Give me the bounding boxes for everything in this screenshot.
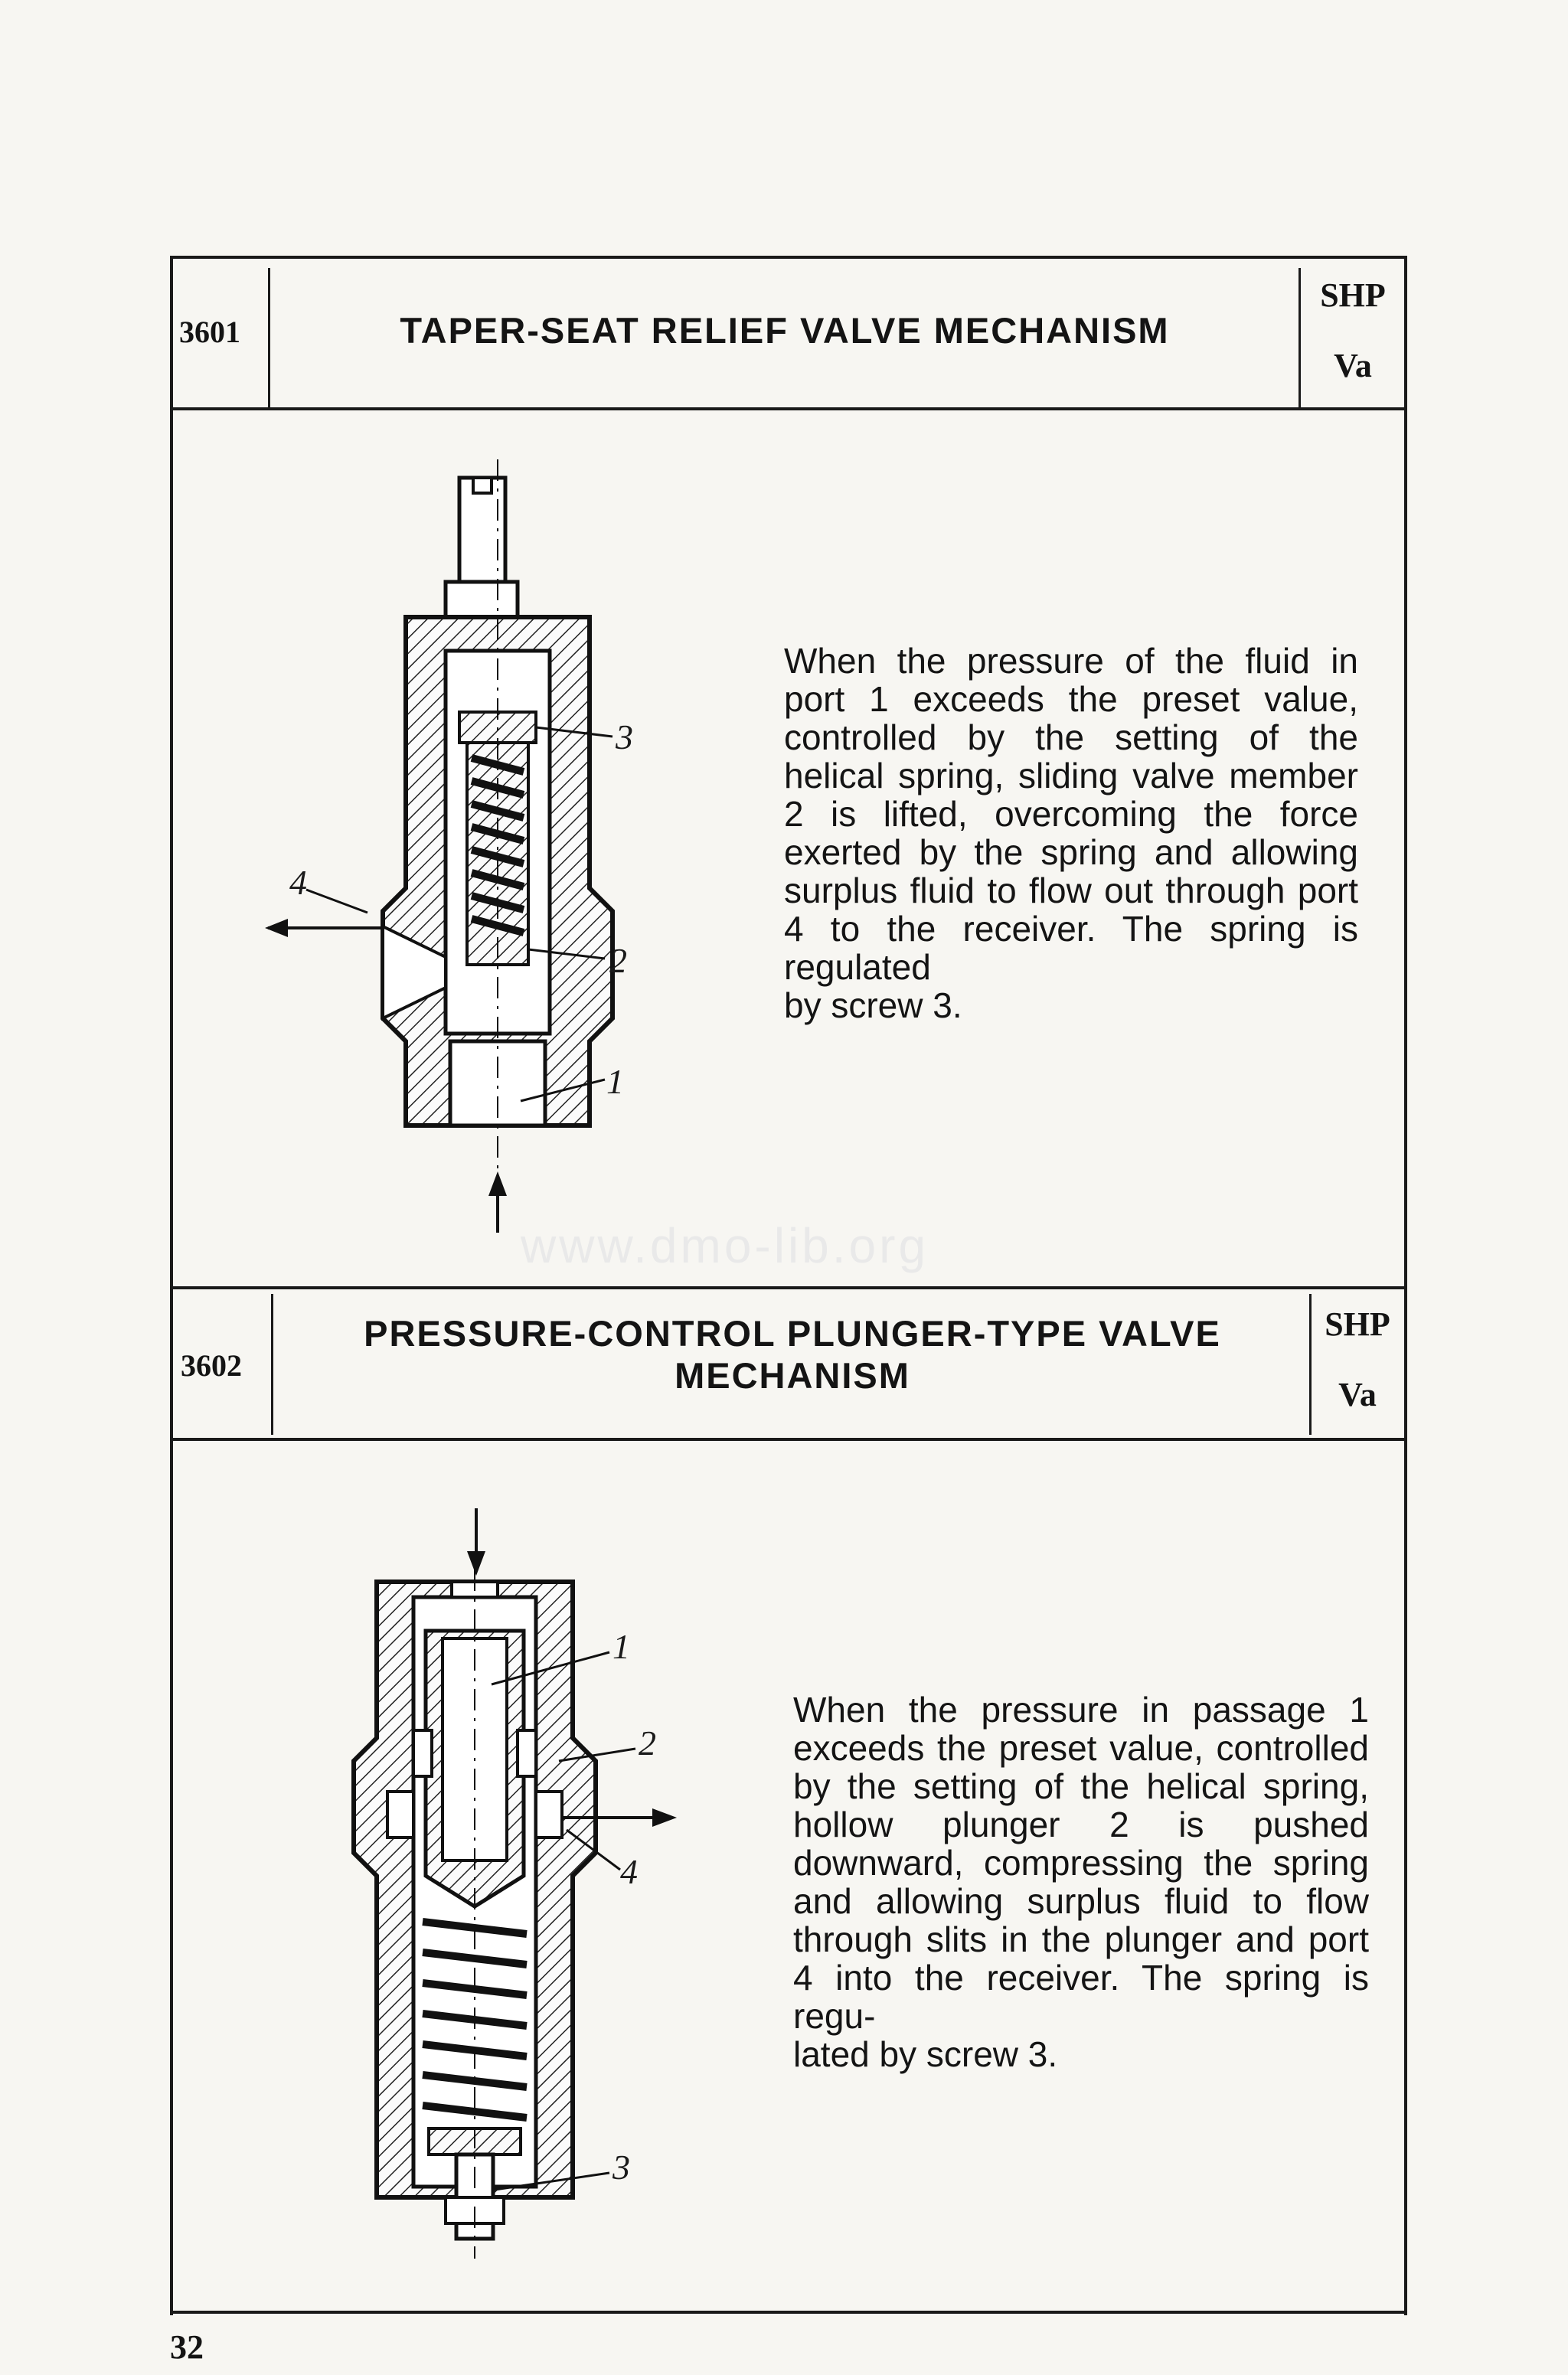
description-text: When the pressure in passage 1 exceeds the preset value, controlled by the setting of the helical spring, hollow plunger 2 is pushed downward, compressing the spring and allowing surplus fluid to flow through slits in the plunger and port 4 into the receiver. The spring is regu- — [793, 1690, 1369, 2036]
header1-left-divider — [268, 268, 270, 409]
entry-title — [283, 309, 1286, 351]
frame-top-border — [170, 256, 1407, 259]
entry-description — [784, 642, 1358, 1024]
entry-title-line: MECHANISM — [675, 1355, 910, 1397]
frame-right-border — [1404, 256, 1407, 2315]
part-label-4: 4 — [289, 863, 307, 902]
entry-title — [283, 1312, 1302, 1397]
plunger-valve-diagram — [314, 1493, 804, 2266]
part-label-1: 1 — [606, 1062, 624, 1101]
part-label-3: 3 — [616, 717, 633, 756]
entry-number: 3601 — [179, 315, 240, 349]
frame-bottom-border — [170, 2311, 1407, 2314]
frame-left-border — [170, 256, 173, 2315]
category-code-bottom: Va — [1338, 1376, 1377, 1413]
header2-bottom-rule — [170, 1438, 1407, 1441]
part-label-4: 4 — [620, 1852, 638, 1891]
entry-number: 3602 — [181, 1348, 242, 1383]
entry-title-line: TAPER-SEAT RELIEF VALVE MECHANISM — [400, 310, 1170, 351]
part-label-3: 3 — [612, 2148, 630, 2187]
entry-title-line: PRESSURE-CONTROL PLUNGER-TYPE VALVE — [364, 1313, 1221, 1354]
description-last-line: lated by screw 3. — [793, 2034, 1058, 2074]
category-code-top: SHP — [1325, 1305, 1390, 1343]
part-label-1: 1 — [612, 1627, 630, 1666]
section-divider — [170, 1286, 1407, 1289]
page-number: 32 — [170, 2328, 204, 2366]
header2-left-divider — [271, 1294, 273, 1435]
category-code-bottom: Va — [1334, 347, 1372, 384]
entry-description — [793, 1691, 1369, 2073]
header1-bottom-rule — [170, 407, 1407, 410]
part-label-2: 2 — [639, 1723, 656, 1762]
watermark-text: www.dmo-lib.org — [521, 1218, 929, 1273]
header1-right-divider — [1298, 268, 1301, 407]
category-code-top: SHP — [1320, 276, 1386, 314]
taper-seat-valve-diagram — [253, 459, 727, 1271]
description-text: When the pressure of the fluid in port 1 exceeds the preset value, controlled by the setting of the helical spring, sliding valve member 2 is lifted, overcoming the force exerted by the spring and allowing surplus fluid to flow out through port 4 to the receiver. The spring is regulated — [784, 641, 1358, 987]
description-last-line: by screw 3. — [784, 985, 962, 1025]
part-label-2: 2 — [609, 941, 627, 980]
